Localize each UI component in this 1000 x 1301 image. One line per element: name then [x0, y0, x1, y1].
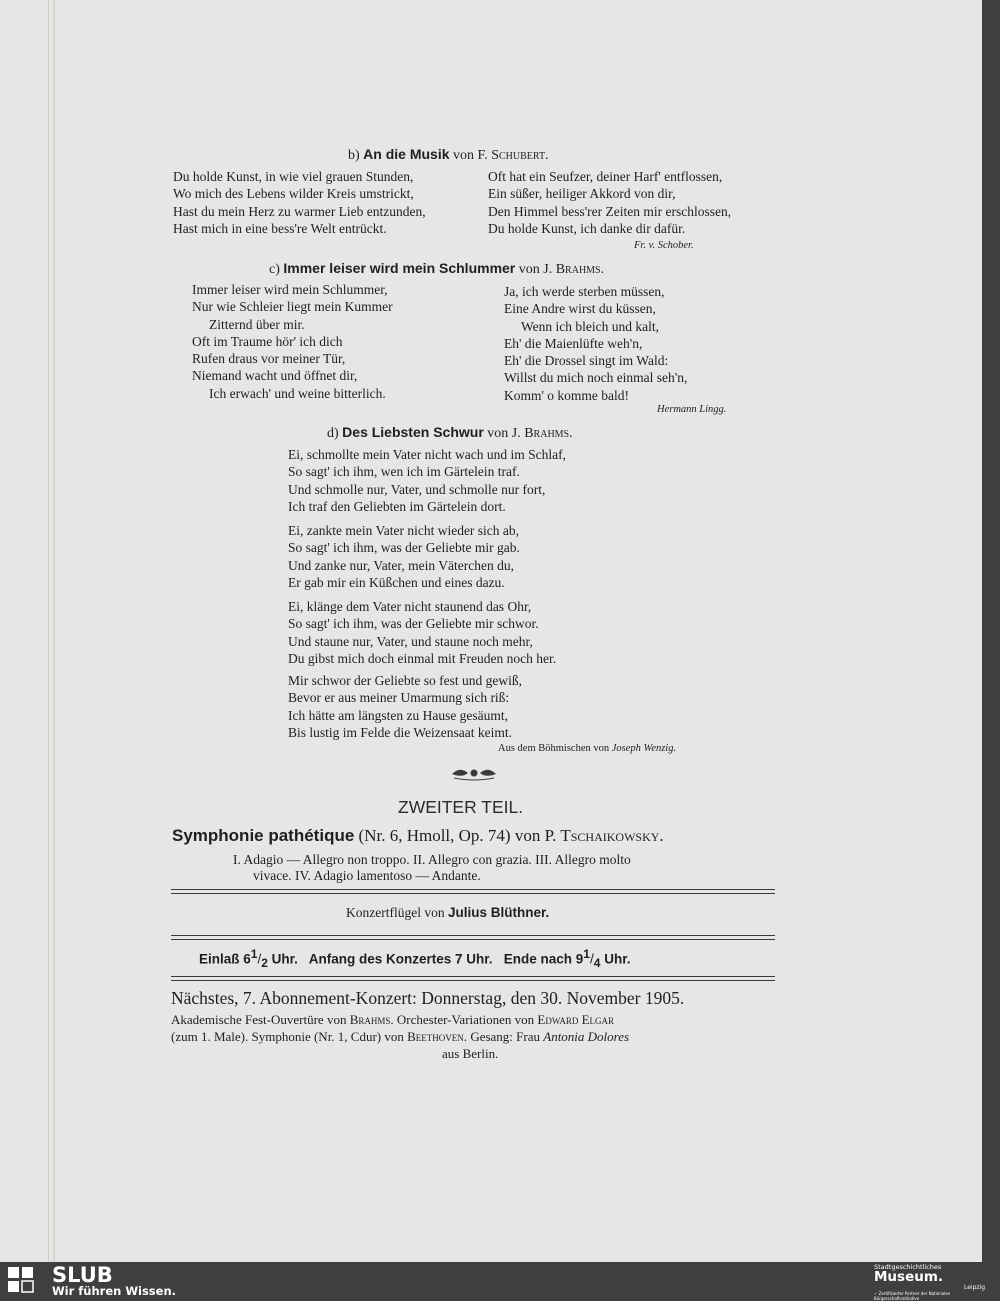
- song-d-stanza-1: Ei, schmollte mein Vater nicht wach und im Schlaf, So sagt' ich ihm, wen ich im Gärtelein traf. Und schmolle nur, Vater, und schmolle nur fort, Ich traf den Geliebten im Gärtelein dort.: [288, 447, 566, 514]
- song-b-heading: b) An die Musik von F. Schubert.: [348, 146, 549, 163]
- next-concert-line-2: (zum 1. Male). Symphonie (Nr. 1, Cdur) von Beethoven. Gesang: Frau Antonia Dolores: [171, 1029, 630, 1044]
- song-b-poet: Fr. v. Schober.: [634, 240, 694, 251]
- symphony-line: Symphonie pathétique (Nr. 6, Hmoll, Op. 74) von P. Tschaikowsky.: [172, 826, 664, 845]
- song-d-heading: d) Des Liebsten Schwur von J. Brahms.: [327, 424, 573, 441]
- song-c-heading: c) Immer leiser wird mein Schlummer von J. Brahms.: [269, 260, 605, 277]
- library-name[interactable]: SLUB: [52, 1263, 113, 1287]
- viewer-footer: [0, 1262, 1000, 1301]
- symphony-title: Symphonie pathétique: [172, 826, 355, 845]
- museum-partner-note: ✓ Zertifizierter Partner der Nationalen Bürgerschaftsinitiative: [874, 1291, 951, 1301]
- song-b-left-column: Du holde Kunst, in wie viel grauen Stunden, Wo mich des Lebens wilder Kreis umstrickt, Hast du mein Herz zu warmer Lieb entzunden, Hast mich in eine bess're Welt entrückt.: [173, 169, 426, 236]
- museum-name: Museum.: [874, 1269, 944, 1285]
- piano-line: Konzertflügel von Julius Blüthner.: [346, 905, 550, 920]
- movements-line-2: vivace. IV. Adagio lamentoso — Andante.: [253, 868, 481, 883]
- song-d-stanza-2: Ei, zankte mein Vater nicht wieder sich ab, So sagt' ich ihm, was der Geliebte mir gab. Und zanke nur, Vater, mein Väterchen du, Er gab mir ein Küßchen und eines dazu.: [288, 523, 520, 590]
- song-d-source: Aus dem Böhmischen von Joseph Wenzig.: [498, 743, 677, 754]
- piano-maker: Julius Blüthner.: [447, 905, 550, 920]
- museum-pre-label: Stadtgeschichtliches: [874, 1263, 942, 1271]
- museum-logo[interactable]: [866, 1262, 996, 1301]
- song-b-title: An die Musik: [363, 146, 450, 162]
- symphony-composer: P. Tschaikowsky.: [544, 826, 664, 845]
- divider-3: [171, 976, 775, 981]
- song-c-title: Immer leiser wird mein Schlummer: [283, 260, 516, 276]
- song-d-stanza-3: Ei, klänge dem Vater nicht staunend das Ohr, So sagt' ich ihm, was der Geliebte mir schwor. Und staune nur, Vater, und staune noch mehr, Du gibst mich doch einmal mit Freuden noch her.: [288, 599, 557, 666]
- next-concert-line-1: Akademische Fest-Ouvertüre von Brahms. Orchester-Variationen von Edward Elgar: [171, 1012, 615, 1027]
- song-b-right-column: Oft hat ein Seufzer, deiner Harf' entflossen, Ein süßer, heiliger Akkord von dir, Den Himmel bess'rer Zeiten mir erschlossen, Du holde Kunst, ich danke dir dafür.: [488, 169, 732, 236]
- song-c-composer: J. Brahms.: [543, 262, 605, 277]
- song-c-poet: Hermann Lingg.: [657, 404, 727, 415]
- song-d-poet: Joseph Wenzig.: [611, 743, 677, 754]
- song-c-right-column: Ja, ich werde sterben müssen, Eine Andre wirst du küssen, Wenn ich bleich und kalt, Eh' die Maienlüfte weh'n, Eh' die Drossel singt im Wald: Willst du mich noch einmal seh'n, Komm' o komme bald!: [504, 284, 688, 403]
- floral-ornament-icon: [448, 764, 500, 782]
- song-c-left-column: Immer leiser wird mein Schlummer, Nur wie Schleier liegt mein Kummer Zitternd über mir. Oft im Traume hör' ich dich Rufen draus vor meiner Tür, Niemand wacht und öffnet dir, Ich erwach' und weine bitterlich.: [192, 282, 393, 401]
- song-d-title: Des Liebsten Schwur: [342, 424, 484, 440]
- song-d-stanza-4: Mir schwor der Geliebte so fest und gewiß, Bevor er aus meiner Umarmung sich riß: Ich hätte am längsten zu Hause gesäumt, Bis lustig im Felde die Weizensaat keimt.: [288, 673, 522, 740]
- divider-1: [171, 889, 775, 894]
- divider-2: [171, 935, 775, 940]
- part-two-heading: ZWEITER TEIL.: [398, 797, 524, 817]
- next-concert-line-3: aus Berlin.: [442, 1046, 499, 1061]
- movements-line-1: I. Adagio — Allegro non troppo. II. Allegro con grazia. III. Allegro molto: [233, 852, 631, 867]
- slub-logo-icon[interactable]: [8, 1267, 34, 1293]
- song-d-composer: J. Brahms.: [511, 426, 573, 441]
- times-line: Einlaß $6^1/_2$ Uhr. Anfang des Konzertes 7 Uhr. Ende nach $9^1/_4$ Uhr.: [199, 947, 631, 971]
- song-b-composer: F. Schubert.: [477, 148, 549, 163]
- next-concert-heading: Nächstes, 7. Abonnement-Konzert: Donnerstag, den 30. November 1905.: [171, 988, 685, 1008]
- library-tagline: Wir führen Wissen.: [52, 1284, 177, 1298]
- page-fold-shadow: [53, 0, 55, 1262]
- museum-city: Leipzig: [964, 1284, 986, 1291]
- page-fold-line: [48, 0, 49, 1262]
